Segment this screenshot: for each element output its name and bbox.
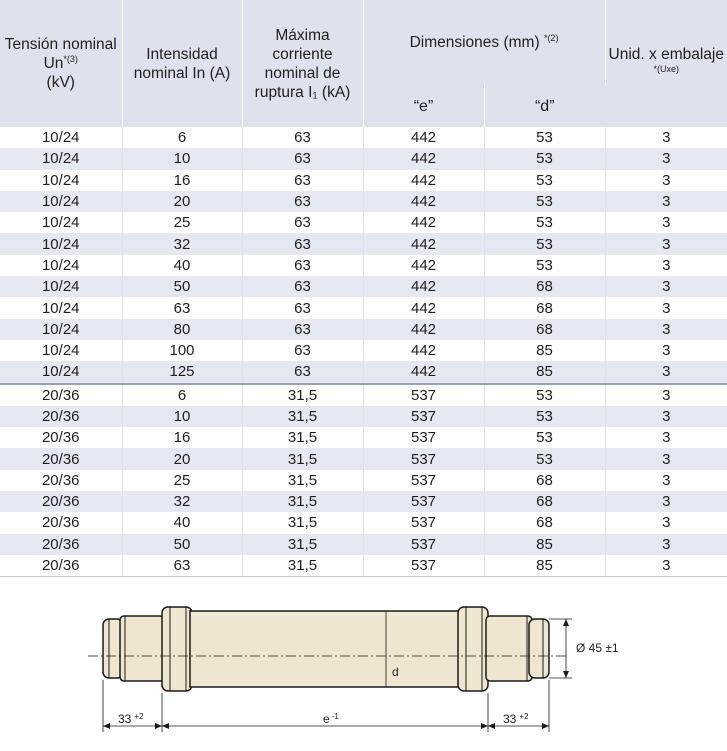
- right-cap-tolerance: +2: [519, 712, 529, 721]
- cell-ruptura: 63: [242, 191, 363, 212]
- cell-d: 68: [484, 276, 605, 297]
- cell-intensidad: 63: [122, 555, 242, 577]
- right-end-cap: [529, 619, 549, 678]
- cell-tension: 20/36: [0, 427, 122, 448]
- cell-unid: 3: [605, 340, 727, 361]
- header-d: “d”: [484, 85, 605, 127]
- cell-intensidad: 10: [122, 148, 242, 169]
- cell-tension: 20/36: [0, 512, 122, 533]
- arrow: [162, 723, 169, 729]
- cell-e: 537: [363, 534, 484, 555]
- cell-ruptura: 63: [242, 319, 363, 340]
- cell-d: 53: [484, 170, 605, 191]
- cell-e: 537: [363, 470, 484, 491]
- cell-e: 442: [363, 276, 484, 297]
- left-cap-dimension: [118, 712, 144, 726]
- cell-unid: 3: [605, 470, 727, 491]
- cell-unid: 3: [605, 297, 727, 318]
- cell-d: 53: [484, 127, 605, 148]
- cell-intensidad: 63: [122, 297, 242, 318]
- cell-d: 85: [484, 340, 605, 361]
- table-row: [0, 448, 727, 469]
- cell-unid: 3: [605, 148, 727, 169]
- d-label: d: [392, 665, 399, 679]
- cell-intensidad: 6: [122, 127, 242, 148]
- cell-d: 68: [484, 319, 605, 340]
- table-row: [0, 491, 727, 512]
- cell-d: 53: [484, 212, 605, 233]
- cell-intensidad: 25: [122, 470, 242, 491]
- cell-e: 537: [363, 406, 484, 427]
- cell-e: 537: [363, 512, 484, 533]
- cell-unid: 3: [605, 233, 727, 254]
- table-row: [0, 319, 727, 340]
- cell-unid: 3: [605, 448, 727, 469]
- cell-ruptura: 31,5: [242, 427, 363, 448]
- header-unid: [605, 0, 727, 127]
- cell-tension: 20/36: [0, 406, 122, 427]
- cell-tension: 10/24: [0, 233, 122, 254]
- arrow: [563, 619, 569, 626]
- cell-intensidad: 40: [122, 512, 242, 533]
- cell-e: 442: [363, 297, 484, 318]
- header-ruptura: Máxima corriente nominal de ruptura I₁ (kA): [242, 0, 363, 127]
- cell-tension: 10/24: [0, 297, 122, 318]
- cell-d: 68: [484, 512, 605, 533]
- right-cap-dimension: [503, 712, 529, 726]
- arrow: [488, 723, 495, 729]
- fuse-dimension-drawing: [0, 580, 727, 751]
- cell-ruptura: 63: [242, 212, 363, 233]
- cell-intensidad: 10: [122, 406, 242, 427]
- table-row: [0, 191, 727, 212]
- cell-e: 537: [363, 448, 484, 469]
- cell-tension: 20/36: [0, 470, 122, 491]
- cell-intensidad: 20: [122, 191, 242, 212]
- cell-unid: 3: [605, 255, 727, 276]
- cell-ruptura: 63: [242, 297, 363, 318]
- cell-tension: 10/24: [0, 340, 122, 361]
- cell-intensidad: 100: [122, 340, 242, 361]
- cell-tension: 10/24: [0, 127, 122, 148]
- cell-ruptura: 63: [242, 276, 363, 297]
- cell-intensidad: 50: [122, 534, 242, 555]
- cell-d: 53: [484, 384, 605, 406]
- cell-unid: 3: [605, 319, 727, 340]
- cell-ruptura: 63: [242, 127, 363, 148]
- cell-tension: 10/24: [0, 255, 122, 276]
- cell-ruptura: 31,5: [242, 384, 363, 406]
- table-row: [0, 555, 727, 577]
- header-dimensiones-note: *(2): [543, 32, 559, 43]
- cell-e: 442: [363, 255, 484, 276]
- cell-tension: 10/24: [0, 319, 122, 340]
- cell-ruptura: 63: [242, 233, 363, 254]
- cell-intensidad: 125: [122, 361, 242, 383]
- cell-unid: 3: [605, 361, 727, 383]
- left-ferrule: [120, 616, 164, 681]
- cell-tension: 10/24: [0, 212, 122, 233]
- table-row: [0, 427, 727, 448]
- cell-d: 68: [484, 297, 605, 318]
- header-unid-note: *(Uxe): [653, 63, 680, 74]
- cell-d: 53: [484, 406, 605, 427]
- e-value: e: [323, 712, 330, 726]
- cell-e: 442: [363, 233, 484, 254]
- cell-e: 442: [363, 148, 484, 169]
- cell-unid: 3: [605, 534, 727, 555]
- cell-tension: 20/36: [0, 555, 122, 577]
- right-cap-value: 33: [503, 712, 517, 726]
- cell-ruptura: 63: [242, 361, 363, 383]
- cell-ruptura: 63: [242, 340, 363, 361]
- cell-intensidad: 6: [122, 384, 242, 406]
- cell-ruptura: 31,5: [242, 470, 363, 491]
- left-collar: [162, 607, 192, 691]
- cell-tension: 10/24: [0, 361, 122, 383]
- fuse-barrel: [190, 611, 460, 687]
- cell-d: 85: [484, 555, 605, 577]
- cell-tension: 10/24: [0, 170, 122, 191]
- cell-ruptura: 63: [242, 170, 363, 191]
- table-row: [0, 297, 727, 318]
- table-row: [0, 233, 727, 254]
- e-dimension: [323, 712, 339, 726]
- header-dimensiones-label: Dimensiones (mm): [409, 34, 540, 51]
- cell-unid: 3: [605, 384, 727, 406]
- cell-unid: 3: [605, 170, 727, 191]
- cell-intensidad: 40: [122, 255, 242, 276]
- table-row: [0, 148, 727, 169]
- e-tolerance: -1: [331, 712, 339, 721]
- cell-unid: 3: [605, 406, 727, 427]
- cell-ruptura: 31,5: [242, 406, 363, 427]
- cell-d: 85: [484, 534, 605, 555]
- cell-d: 53: [484, 233, 605, 254]
- cell-e: 442: [363, 319, 484, 340]
- table-row: [0, 512, 727, 533]
- cell-intensidad: 32: [122, 491, 242, 512]
- cell-intensidad: 25: [122, 212, 242, 233]
- diameter-label: Ø 45 ±1: [576, 641, 619, 655]
- cell-e: 442: [363, 361, 484, 383]
- cell-e: 442: [363, 340, 484, 361]
- table-row: [0, 384, 727, 406]
- cell-ruptura: 31,5: [242, 512, 363, 533]
- left-cap-tolerance: +2: [134, 712, 144, 721]
- cell-tension: 20/36: [0, 448, 122, 469]
- table-row: [0, 212, 727, 233]
- cell-ruptura: 31,5: [242, 534, 363, 555]
- cell-d: 53: [484, 255, 605, 276]
- cell-ruptura: 31,5: [242, 448, 363, 469]
- cell-unid: 3: [605, 127, 727, 148]
- table-row: [0, 361, 727, 383]
- cell-tension: 10/24: [0, 191, 122, 212]
- cell-e: 442: [363, 170, 484, 191]
- cell-e: 537: [363, 491, 484, 512]
- header-intensidad: Intensidad nominal In (A): [122, 0, 242, 127]
- cell-unid: 3: [605, 276, 727, 297]
- right-collar: [458, 607, 488, 691]
- table-row: [0, 406, 727, 427]
- cell-e: 442: [363, 191, 484, 212]
- cell-d: 53: [484, 427, 605, 448]
- table-row: [0, 470, 727, 491]
- cell-tension: 20/36: [0, 491, 122, 512]
- header-tension-unit: (kV): [46, 74, 75, 91]
- cell-intensidad: 32: [122, 233, 242, 254]
- cell-ruptura: 31,5: [242, 491, 363, 512]
- cell-d: 53: [484, 148, 605, 169]
- table-row: [0, 276, 727, 297]
- cell-e: 537: [363, 555, 484, 577]
- cell-d: 85: [484, 361, 605, 383]
- header-unid-label: Unid. x embalaje: [608, 45, 724, 63]
- cell-intensidad: 80: [122, 319, 242, 340]
- table-row: [0, 340, 727, 361]
- cell-unid: 3: [605, 191, 727, 212]
- header-tension-label: Tensión nominal Un: [4, 36, 117, 72]
- cell-intensidad: 16: [122, 427, 242, 448]
- table-row: [0, 170, 727, 191]
- cell-tension: 20/36: [0, 384, 122, 406]
- cell-unid: 3: [605, 212, 727, 233]
- cell-unid: 3: [605, 491, 727, 512]
- cell-unid: 3: [605, 512, 727, 533]
- header-tension: [0, 0, 122, 127]
- cell-d: 53: [484, 448, 605, 469]
- cell-unid: 3: [605, 427, 727, 448]
- arrow: [481, 723, 488, 729]
- cell-e: 442: [363, 127, 484, 148]
- header-tension-note: *(3): [63, 53, 78, 64]
- cell-ruptura: 31,5: [242, 555, 363, 577]
- cell-intensidad: 20: [122, 448, 242, 469]
- cell-ruptura: 63: [242, 148, 363, 169]
- cell-tension: 10/24: [0, 148, 122, 169]
- arrow: [542, 723, 549, 729]
- cell-d: 68: [484, 491, 605, 512]
- cell-d: 53: [484, 191, 605, 212]
- cell-intensidad: 16: [122, 170, 242, 191]
- cell-tension: 10/24: [0, 276, 122, 297]
- arrow: [563, 671, 569, 678]
- cell-e: 442: [363, 212, 484, 233]
- header-dimensiones: [363, 0, 605, 85]
- table-row: [0, 255, 727, 276]
- cell-ruptura: 63: [242, 255, 363, 276]
- left-cap-value: 33: [118, 712, 132, 726]
- cell-e: 537: [363, 384, 484, 406]
- table-row: [0, 534, 727, 555]
- arrow: [155, 723, 162, 729]
- table-row: [0, 127, 727, 148]
- arrow: [103, 723, 110, 729]
- cell-intensidad: 50: [122, 276, 242, 297]
- right-ferrule: [486, 616, 532, 681]
- header-e: “e”: [363, 85, 484, 127]
- cell-unid: 3: [605, 555, 727, 577]
- cell-tension: 20/36: [0, 534, 122, 555]
- cell-e: 537: [363, 427, 484, 448]
- cell-d: 68: [484, 470, 605, 491]
